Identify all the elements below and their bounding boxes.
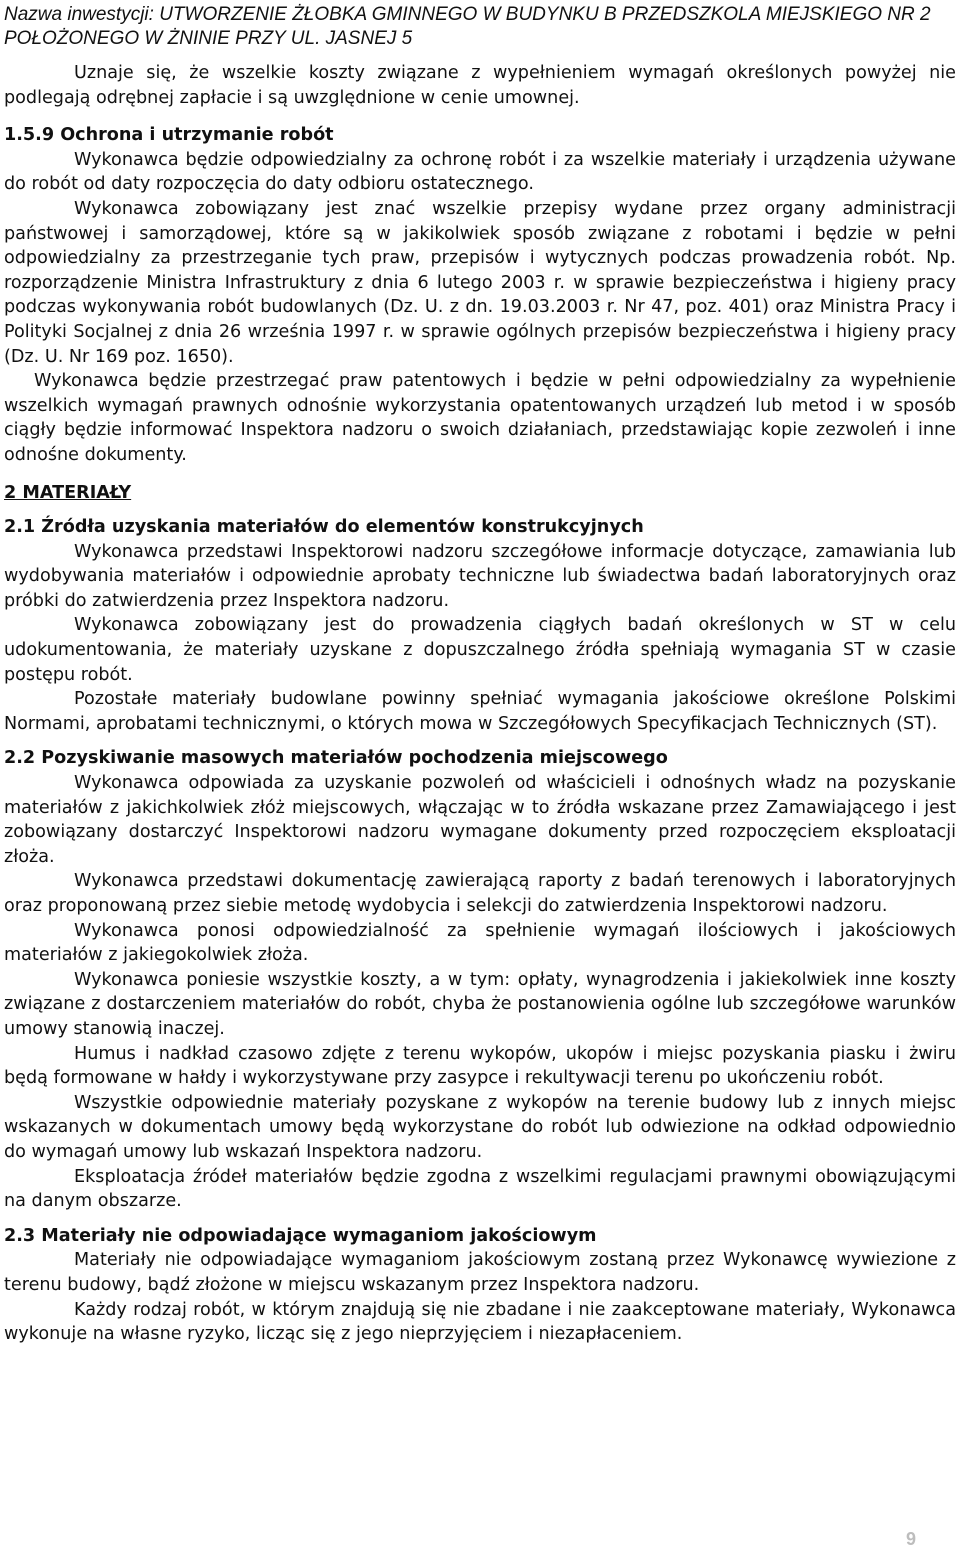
- page-number: 9: [905, 1529, 916, 1549]
- paragraph: Wykonawca poniesie wszystkie koszty, a w tym: opłaty, wynagrodzenia i jakiekolwiek inne koszty związane z dostarczeniem materiałów do robót, chyba że postanowienia ogólne lub szczegółowe warunków umowy stanowią inaczej.: [4, 969, 956, 1039]
- section-heading-1-5-9: 1.5.9 Ochrona i utrzymanie robót: [4, 125, 334, 146]
- header-line-2: POŁOŻONEGO W ŻNINIE PRZY UL. JASNEJ 5: [4, 28, 413, 49]
- paragraph: Wykonawca zobowiązany jest znać wszelkie przepisy wydane przez organy administracji państwowej i samorządowej, które są w jakikolwiek sposób związane z robotami i będzie w pełni odpowiedzialny za przestrzeganie tych praw, przepisów i wytycznych podczas prowadzenia robót. Np. rozporządzenie Ministra Infrastruktury z dnia 6 lutego 2003 r. w sprawie bezpieczeństwa i higieny pracy podczas wykonywania robót budowlanych (Dz. U. z dn. 19.03.2003 r. Nr 47, poz. 401) oraz Ministra Pracy i Polityki Socjalnej z dnia 26 września 1997 r. w sprawie ogólnych przepisów bezpieczeństwa i higieny pracy (Dz. U. Nr 169 poz. 1650).: [4, 198, 956, 367]
- paragraph: Pozostałe materiały budowlane powinny spełniać wymagania jakościowe określone Polskimi Normami, aprobatami technicznymi, o których mowa w Szczegółowych Specyfikacjach Technicznych (ST).: [4, 689, 956, 734]
- intro-paragraph: Uznaje się, że wszelkie koszty związane z wypełnieniem wymagań określonych powyżej nie podlegają odrębnej zapłacie i są uwzględnione w cenie umownej.: [4, 63, 956, 108]
- paragraph: Wszystkie odpowiednie materiały pozyskane z wykopów na terenie budowy lub z innych miejsc wskazanych w dokumentach umowy będą wykorzystane do robót lub odwiezione na odkład odpowiednio do wymagań umowy lub wskazań Inspektora nadzoru.: [4, 1092, 956, 1162]
- paragraph: Wykonawca zobowiązany jest do prowadzenia ciągłych badań określonych w ST w celu udokumentowania, że materiały uzyskane z dopuszczalnego źródła spełniają wymagania ST w czasie postępu robót.: [4, 615, 956, 685]
- chapter-title: 2 MATERIAŁY: [4, 482, 132, 503]
- paragraph: Każdy rodzaj robót, w którym znajdują się nie zbadane i nie zaakceptowane materiały, Wykonawca wykonuje na własne ryzyko, licząc się z jego nieprzyjęciem i niezapłaceniem.: [4, 1299, 956, 1345]
- paragraph: Eksploatacja źródeł materiałów będzie zgodna z wszelkimi regulacjami prawnymi obowiązującymi na danym obszarze.: [4, 1166, 956, 1212]
- paragraph: Wykonawca będzie przestrzegać praw patentowych i będzie w pełni odpowiedzialny za wypełnienie wszelkich wymagań prawnych odnośnie wykorzystania opatentowanych urządzeń lub metod i w sposób ciągły będzie informować Inspektora nadzoru o swoich działaniach, przedstawiając kopie zezwoleń i inne odnośne dokumenty.: [4, 371, 956, 465]
- paragraph: Wykonawca odpowiada za uzyskanie pozwoleń od właścicieli i odnośnych władz na pozyskanie materiałów z jakichkolwiek złóż miejscowych, włączając w to źródła wskazane przez Zamawiającego i jest zobowiązany dostarczyć Inspektorowi nadzoru wymagane dokumenty przed rozpoczęciem eksploatacji złoża.: [4, 773, 956, 867]
- paragraph: Wykonawca przedstawi Inspektorowi nadzoru szczegółowe informacje dotyczące, zamawiania lub wydobywania materiałów i odpowiednie aprobaty techniczne lub świadectwa badań laboratoryjnych oraz próbki do zatwierdzenia przez Inspektora nadzoru.: [4, 541, 956, 611]
- paragraph: Wykonawca przedstawi dokumentację zawierającą raporty z badań terenowych i laboratoryjnych oraz proponowaną przez siebie metodę wydobycia i selekcji do zatwierdzenia Inspektorowi nadzoru.: [4, 871, 956, 916]
- paragraph: Wykonawca będzie odpowiedzialny za ochronę robót i za wszelkie materiały i urządzenia używane do robót od daty rozpoczęcia do daty odbioru ostatecznego.: [4, 149, 956, 195]
- paragraph: Wykonawca ponosi odpowiedzialność za spełnienie wymagań ilościowych i jakościowych materiałów z jakiegokolwiek złoża.: [4, 920, 956, 966]
- paragraph: Humus i nadkład czasowo zdjęte z terenu wykopów, ukopów i miejsc pozyskania piasku i żwiru będą formowane w hałdy i wykorzystywane przy zasypce i rekultywacji terenu po ukończeniu robót.: [4, 1043, 956, 1089]
- document-header: [4, 3, 956, 51]
- header-line-1: Nazwa inwestycji: UTWORZENIE ŻŁOBKA GMINNEGO W BUDYNKU B PRZEDSZKOLA MIEJSKIEGO NR 2: [4, 4, 931, 25]
- section-heading-2-1: 2.1 Źródła uzyskania materiałów do elementów konstrukcyjnych: [4, 517, 644, 538]
- document-page: [0, 3, 960, 1547]
- paragraph: Materiały nie odpowiadające wymaganiom jakościowym zostaną przez Wykonawcę wywiezione z terenu budowy, bądź złożone w miejscu wskazanym przez Inspektora nadzoru.: [4, 1250, 956, 1295]
- section-heading-2-2: 2.2 Pozyskiwanie masowych materiałów pochodzenia miejscowego: [4, 748, 668, 769]
- section-heading-2-3: 2.3 Materiały nie odpowiadające wymaganiom jakościowym: [4, 1225, 597, 1246]
